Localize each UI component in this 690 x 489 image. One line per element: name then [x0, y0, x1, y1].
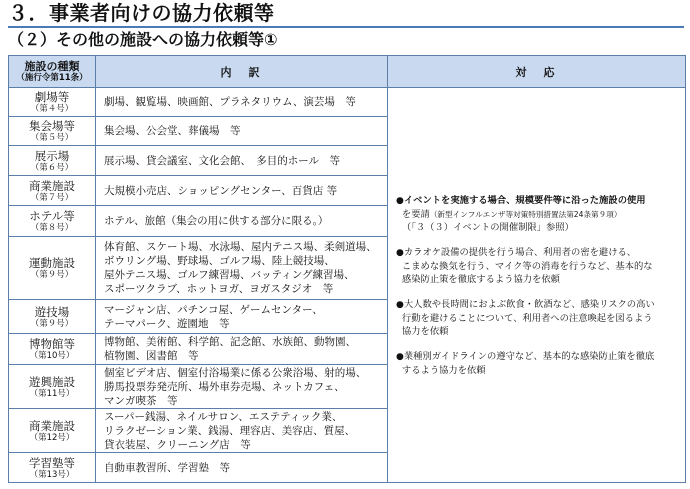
facility-type-cell — [9, 300, 96, 334]
bullet-icon: ● — [396, 351, 404, 362]
details-line: 勝馬投票券発売所、場外車券売場、ネットカフェ、 — [104, 380, 345, 393]
details-line: 屋外テニス場、ゴルフ練習場、バッティング練習場、 — [104, 269, 355, 281]
facility-name: 学習塾等 — [29, 455, 75, 470]
page-title: ３．事業者向けの協力依頼等 — [8, 1, 275, 25]
response-measure-guidelines — [396, 350, 681, 377]
facility-name: ホテル等 — [29, 209, 75, 223]
measure-line: 業種別ガイドラインの遵守など、基本的な感染防止策を徹底 — [403, 350, 655, 362]
facility-details-cell — [96, 334, 388, 365]
measure-line: 協力を依頼 — [401, 325, 449, 337]
measure-line: 大人数や長時間におよぶ飲食・飲酒など、感染リスクの高い — [403, 298, 655, 310]
facility-details-cell — [96, 117, 388, 146]
details-line: 博物館、美術館、科学館、記念館、水族館、動物園、 — [104, 336, 356, 348]
response-measure-dining — [396, 298, 681, 338]
facility-details-cell — [96, 453, 388, 483]
facility-name: 運動施設 — [29, 256, 75, 270]
facility-details-cell — [96, 176, 388, 206]
details-line: 展示場、貸会議室、文化会館、 多目的ホール 等 — [104, 154, 341, 167]
section-subtitle: （２）その他の施設への協力依頼等① — [8, 30, 278, 49]
facility-article: （第５号） — [30, 133, 74, 143]
details-line: 劇場、観覧場、映画館、プラネタリウム、演芸場 等 — [104, 96, 356, 108]
facility-article: （第７号） — [30, 192, 74, 203]
facility-details-cell — [96, 88, 388, 117]
facility-type-cell — [9, 146, 96, 176]
details-line: ホテル、旅館（集会の用に供する部分に限る。） — [104, 215, 329, 227]
details-line: リラクゼーション業、銭湯、理容店、美容店、質屋、 — [104, 424, 356, 437]
facility-name: 展示場 — [34, 148, 70, 163]
details-line: マンガ喫茶 等 — [104, 394, 178, 407]
details-line: マージャン店、パチンコ屋、ゲームセンター、 — [104, 303, 323, 316]
facility-type-cell — [9, 365, 96, 409]
measure-line: カラオケ設備の提供を行う場合、利用者の密を避ける、 — [403, 246, 637, 258]
facility-type-cell — [9, 176, 96, 206]
bullet-icon: ● — [396, 299, 404, 310]
facility-article: （第13号） — [29, 469, 75, 480]
facility-article: （第10号） — [29, 351, 75, 361]
table-header-row — [9, 56, 686, 88]
measure-line: するよう協力を依頼 — [401, 364, 486, 376]
details-line: 貸衣装屋、クリーニング店 等 — [104, 438, 251, 451]
facility-name: 遊興施設 — [29, 374, 75, 389]
bullet-icon: ● — [396, 247, 404, 258]
facility-article: （第12号） — [29, 432, 75, 443]
header-facility-type-note: （施行令第11条） — [16, 72, 88, 83]
details-line: 自動車教習所、学習塾 等 — [104, 461, 230, 474]
header-facility-type — [9, 56, 96, 88]
response-measure-karaoke — [396, 246, 681, 286]
facility-details-cell — [96, 409, 388, 453]
facility-details-cell — [96, 206, 388, 237]
details-line: 集会場、公会堂、葬儀場 等 — [104, 125, 241, 137]
facility-article: （第９号） — [30, 318, 74, 329]
facility-article: （第４号） — [30, 104, 74, 114]
details-line: 植物園、図書館 等 — [104, 350, 199, 362]
facility-type-cell — [9, 88, 96, 117]
facility-article: （第８号） — [30, 223, 74, 233]
facility-details-cell — [96, 300, 388, 334]
facility-article: （第11号） — [29, 388, 75, 399]
details-line: 大規模小売店、ショッピングセンター、百貨店 等 — [104, 184, 338, 197]
response-cell — [388, 88, 686, 483]
header-details: 内 訳 — [96, 56, 388, 88]
measure-event-reference: （「３（３）イベントの開催制限」参照） — [401, 221, 574, 233]
details-line: テーマパーク、遊園地 等 — [104, 317, 230, 330]
measure-line: こまめな換気を行う、マイク等の消毒を行うなど、基本的な — [401, 260, 653, 272]
details-line: スーパー銭湯、ネイルサロン、エステティック業、 — [104, 410, 343, 423]
measure-line: 行動を避けることについて、利用者への注意喚起を図るよう — [401, 312, 653, 324]
details-line: 体育館、スケート場、水泳場、屋内テニス場、柔剣道場、 — [104, 241, 377, 253]
facility-name: 集会場等 — [29, 119, 75, 133]
facility-type-cell — [9, 206, 96, 237]
details-line: ボウリング場、野球場、ゴルフ場、陸上競技場、 — [104, 255, 335, 267]
facility-details-cell — [96, 237, 388, 300]
details-line: スポーツクラブ、ホットヨガ、ヨガスタジオ 等 — [104, 283, 334, 295]
facility-type-cell — [9, 409, 96, 453]
measure-event-head: イベントを実施する場合、規模要件等に沿った施設の使用 — [403, 194, 646, 206]
facility-details-cell — [96, 365, 388, 409]
details-line: 個室ビデオ店、個室付浴場業に係る公衆浴場、射的場、 — [104, 366, 367, 379]
measure-event-law: （新型インフルエンザ等対策特別措置法第24条第９項） — [429, 209, 622, 219]
facility-article: （第６号） — [30, 162, 74, 173]
facility-type-cell — [9, 237, 96, 300]
response-measure-event — [396, 194, 681, 234]
facility-name: 商業施設 — [29, 178, 75, 193]
facility-name: 劇場等 — [34, 90, 70, 104]
facility-type-cell — [9, 334, 96, 365]
measure-event-request: を要請 — [401, 208, 430, 220]
facility-name: 遊技場 — [34, 304, 70, 319]
header-response: 対 応 — [388, 56, 686, 88]
facility-table — [8, 55, 686, 483]
measure-line: 感染防止策を徹底するよう協力を依頼 — [401, 273, 560, 285]
facility-type-cell — [9, 453, 96, 483]
facility-name: 商業施設 — [29, 418, 75, 433]
bullet-icon: ● — [396, 195, 404, 206]
facility-type-cell — [9, 117, 96, 146]
header-facility-type-label: 施設の種類 — [24, 59, 80, 73]
facility-name: 博物館等 — [29, 337, 75, 351]
table-row — [9, 88, 686, 117]
facility-details-cell — [96, 146, 388, 176]
facility-article: （第９号） — [30, 270, 74, 280]
